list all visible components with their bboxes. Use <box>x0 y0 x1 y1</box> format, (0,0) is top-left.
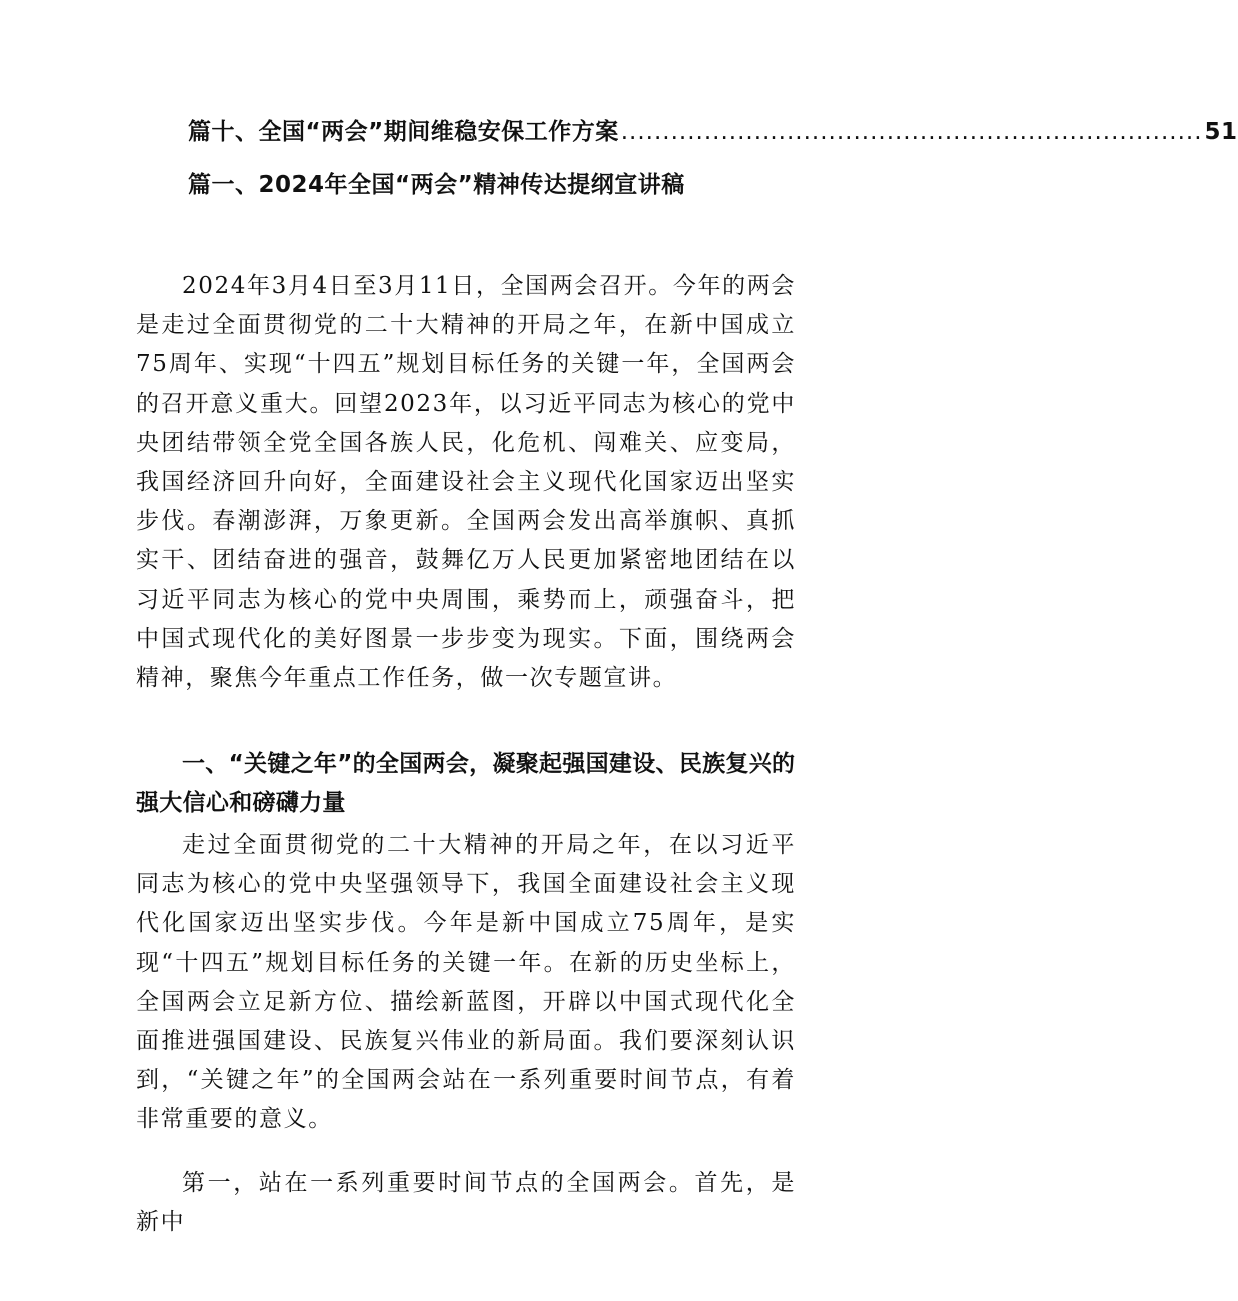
toc-entry-title: 篇十、全国“两会”期间维稳安保工作方案 <box>188 119 619 145</box>
first-point-paragraph: 第一，站在一系列重要时间节点的全国两会。首先，是新中 <box>136 1170 796 1236</box>
toc-leader-dots: ...................................................................... <box>620 119 1203 145</box>
toc-page-number: 51 <box>1204 119 1238 145</box>
section-heading: 一、“关键之年”的全国两会，凝聚起强国建设、民族复兴的强大信心和磅礴力量 <box>136 751 796 817</box>
article-title: 篇一、2024年全国“两会”精神传达提纲宣讲稿 <box>188 172 685 198</box>
intro-paragraph: 2024年3月4日至3月11日，全国两会召开。今年的两会是走过全面贯彻党的二十大精神的开局之年，在新中国成立75周年、实现“十四五”规划目标任务的关键一年，全国两会的召开意义重大。回望2023年，以习近平同志为核心的党中央团结带领全党全国各族人民，化危机、闯难关、应变局，我国经济回升向好，全面建设社会主义现代化国家迈出坚实步伐。春潮澎湃，万象更新。全国两会发出高举旗帜、真抓实干、团结奋进的强音，鼓舞亿万人民更加紧密地团结在以习近平同志为核心的党中央周围，乘势而上，顽强奋斗，把中国式现代化的美好图景一步步变为现实。下面，围绕两会精神，聚焦今年重点工作任务，做一次专题宣讲。 <box>136 273 796 692</box>
toc-entry[interactable] <box>188 113 1238 149</box>
section-paragraph: 走过全面贯彻党的二十大精神的开局之年，在以习近平同志为核心的党中央坚强领导下，我国全面建设社会主义现代化国家迈出坚实步伐。今年是新中国成立75周年，是实现“十四五”规划目标任务的关键一年。在新的历史坐标上，全国两会立足新方位、描绘新蓝图，开辟以中国式现代化全面推进强国建设、民族复兴伟业的新局面。我们要深刻认识到，“关键之年”的全国两会站在一系列重要时间节点，有着非常重要的意义。 <box>136 832 796 1133</box>
